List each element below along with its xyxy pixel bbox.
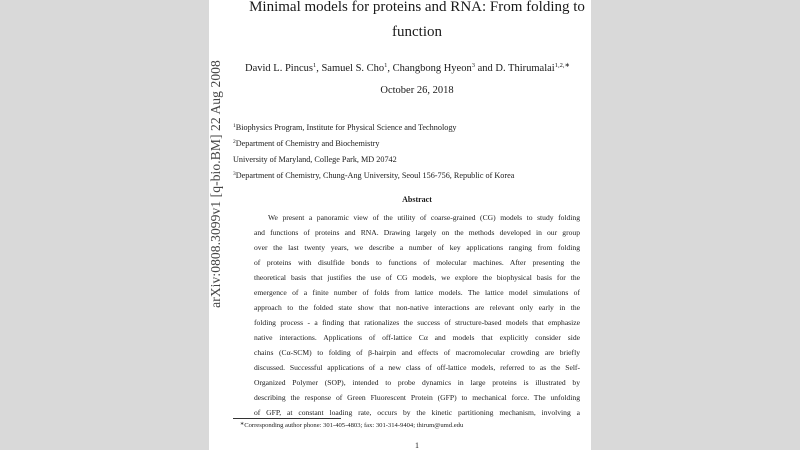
abstract-heading: Abstract (402, 195, 432, 204)
abstract-line: approach to the folded state show that non-native interactions are relevant only early in the (254, 303, 580, 312)
affiliation-line (233, 139, 379, 148)
abstract-line: chains (Cα-SCM) to folding of β-hairpin and effects of macromolecular crowding are briefly (254, 348, 580, 357)
paper-date: October 26, 2018 (380, 85, 454, 96)
affiliation-line (233, 123, 457, 132)
abstract-line: folding process - a finding that rationalizes the success of structure-based models that emphasize (254, 318, 580, 327)
abstract-line: of GFP, at constant loading rate, occurs by the kinetic partitioning mechanism, involving a (254, 408, 580, 417)
abstract-line: discussed. Successful applications of a new class of off-lattice models, referred to as the Self- (254, 363, 580, 372)
author-affiliation-mark: 1 (384, 62, 388, 69)
abstract-line: of proteins with disulfide bonds to functions of molecular machines. After presenting the (254, 258, 580, 267)
paper-title-line-1: Minimal models for proteins and RNA: From folding to (249, 0, 585, 15)
page-number: 1 (415, 441, 419, 450)
arxiv-stamp: arXiv:0808.3099v1 [q-bio.BM] 22 Aug 2008 (208, 60, 223, 308)
author-list (245, 61, 570, 74)
affiliation-mark: 2 (233, 139, 236, 145)
author-name: Changbong Hyeon (392, 63, 472, 74)
abstract-line: We present a panoramic view of the utility of coarse-grained (CG) models to study folding (268, 213, 580, 222)
abstract-line: and functions of proteins and RNA. Drawing largely on the methods developed in our group (254, 228, 580, 237)
author-separator: , (387, 63, 393, 74)
affiliation-text: Biophysics Program, Institute for Physical Science and Technology (235, 123, 457, 132)
affiliation-line (233, 155, 397, 164)
affiliation-text: Department of Chemistry and Biochemistry (235, 139, 380, 148)
affiliation-mark: 3 (233, 171, 236, 177)
abstract-line: describing the response of Green Fluorescent Protein (GFP) to mechanical force. The unfolding (254, 393, 580, 402)
affiliation-text: Department of Chemistry, Chung-Ang University, Seoul 156-756, Republic of Korea (235, 171, 515, 180)
affiliation-line (233, 171, 514, 180)
author-affiliation-mark: 3 (471, 62, 475, 69)
affiliation-mark: 1 (233, 123, 236, 129)
author-separator: and (474, 63, 496, 74)
author-name: David L. Pincus (245, 63, 313, 74)
corresponding-author-footnote (240, 421, 463, 429)
abstract-line: over the last twenty years, we describe a number of key applications ranging from folding (254, 243, 580, 252)
author-name: Samuel S. Cho (321, 63, 385, 74)
affiliation-text: University of Maryland, College Park, MD 20742 (233, 155, 397, 164)
footnote-text: Corresponding author phone: 301-405-4803; fax: 301-314-9404; thirum@umd.edu (244, 422, 464, 429)
author-affiliation-mark: 1 (312, 62, 317, 69)
abstract-line: theoretical basis that justifies the use of CG models, we explore the biophysical basis for the (254, 273, 580, 282)
author-affiliation-mark: 1,2,∗ (554, 62, 570, 69)
right-margin-bar (591, 0, 800, 450)
author-name: D. Thirumalai (495, 63, 555, 74)
abstract-line: native interactions. Applications of off-lattice Cα and models that explicitly consider side (254, 333, 580, 342)
paper-title-line-2: function (392, 24, 442, 40)
author-separator: , (316, 63, 322, 74)
footnote-rule (233, 418, 341, 419)
abstract-line: emergence of a finite number of folds from lattice models. The lattice model simulations of (254, 288, 580, 297)
abstract-line: Organized Polymer (SOP), intended to probe dynamics in large proteins is illustrated by (254, 378, 580, 387)
left-margin-bar (0, 0, 209, 450)
footnote-mark: ∗ (240, 422, 245, 427)
